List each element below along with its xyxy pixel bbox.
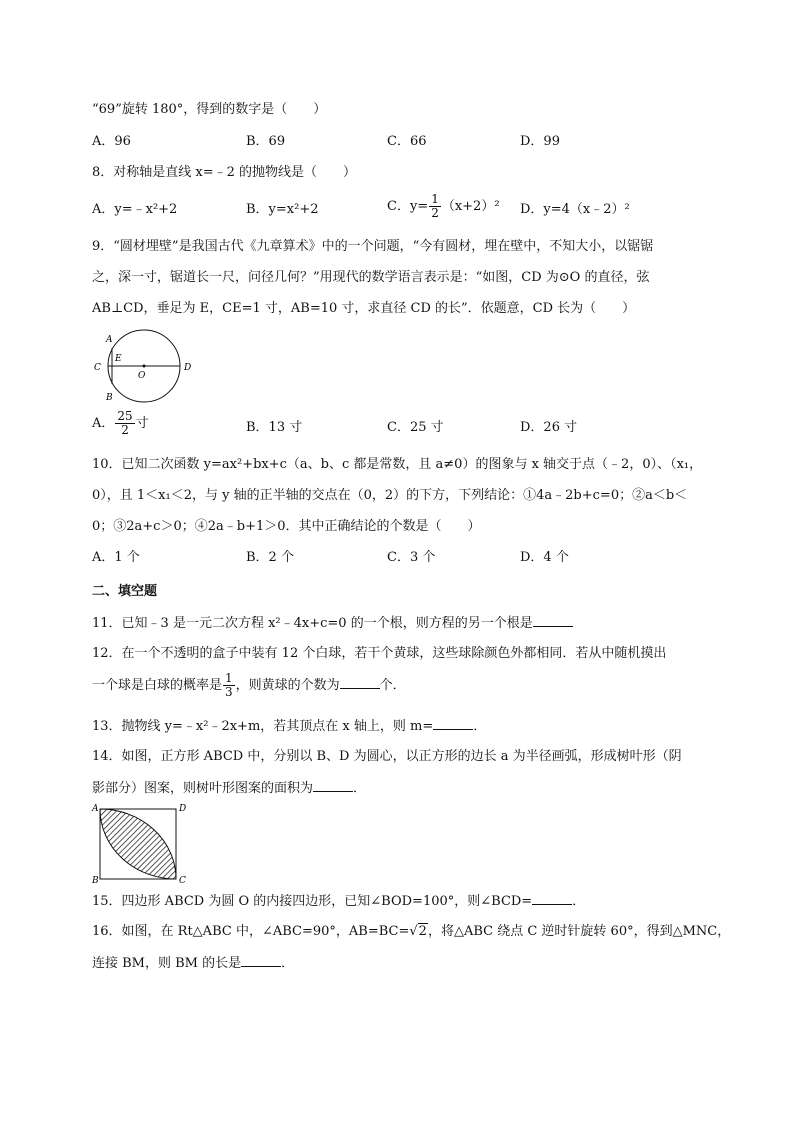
q9-center-o [143, 365, 146, 368]
q16-line-2 [92, 954, 294, 973]
q8-frac-den: 2 [431, 206, 439, 220]
q13-text: 13．抛物线 y=﹣x²﹣2x+m，若其顶点在 x 轴上，则 m= [92, 719, 434, 734]
q16-line-2-pre: 连接 BM，则 BM 的长是 [92, 956, 242, 971]
q7-stem: “69”旋转 180°，得到的数字是（ ） [92, 102, 327, 117]
q13 [92, 717, 486, 736]
q12-line-2-pre: 一个球是白球的概率是 [92, 678, 223, 693]
q10-option-c: C．3 个 [387, 550, 436, 565]
q9-option-a-fraction [115, 410, 134, 437]
q13-end: ． [473, 719, 487, 734]
q9-label-a: A [106, 335, 113, 345]
q14-line-2-pre: 影部分）图案，则树叶形图案的面积为 [92, 781, 314, 796]
q7-option-c: C．66 [387, 134, 427, 149]
q12-line-1: 12．在一个不透明的盒子中装有 12 个白球，若干个黄球，这些球除颜色外都相同．若从中随机摸出 [92, 646, 667, 661]
q9-option-c: C．25 寸 [387, 420, 444, 435]
q16-answer-blank [241, 954, 281, 967]
q8-option-a: A．y=﹣x²+2 [92, 202, 178, 217]
q15-text: 15．四边形 ABCD 为圆 O 的内接四边形，已知∠BOD=100°，则∠BCD= [92, 894, 533, 909]
q8-option-b: B．y=x²+2 [246, 202, 319, 217]
q9-label-b: B [106, 393, 113, 403]
q7-option-b: B．69 [246, 134, 286, 149]
q14-line-1: 14．如图，正方形 ABCD 中，分别以 B、D 为圆心，以正方形的边长 a 为半径画弧，形成树叶形（阴 [92, 749, 682, 764]
q8-option-d: D．y=4（x﹣2）² [520, 202, 630, 217]
q10-option-d: D．4 个 [520, 550, 569, 565]
q11-text: 11．已知﹣3 是一元二次方程 x²﹣4x+c=0 的一个根，则方程的另一个根是 [92, 616, 533, 631]
section-title-fill-in: 二、填空题 [92, 584, 158, 599]
q12-frac-num: 1 [225, 671, 233, 685]
q9-frac-den: 2 [121, 423, 129, 437]
q16-line-1-pre: 16．如图，在 Rt△ABC 中，∠ABC=90°，AB=BC= [92, 924, 410, 939]
q8-stem: 8．对称轴是直线 x=﹣2 的抛物线是（ ） [92, 165, 357, 180]
q9-label-e: E [115, 354, 122, 364]
q14-label-b: B [92, 876, 99, 885]
q10-option-a: A．1 个 [92, 550, 140, 565]
q9-option-a [92, 410, 149, 437]
q9-option-a-label: A． [92, 416, 115, 431]
q16-line-1-post: ，将△ABC 绕点 C 逆时针旋转 60°，得到△MNC， [427, 924, 731, 939]
q15 [92, 892, 585, 911]
q14-square-leaf-figure [90, 803, 190, 885]
q14-line-2 [92, 779, 366, 798]
q7-option-a: A．96 [92, 134, 131, 149]
q11-answer-blank [533, 614, 573, 627]
q15-end: ． [572, 894, 586, 909]
q9-label-c: C [94, 363, 101, 373]
q9-circle-figure [90, 328, 200, 404]
q16-sqrt: √2 [409, 924, 427, 939]
q12-frac-den: 3 [225, 685, 233, 699]
q9-label-d: D [184, 363, 192, 373]
q12-line-2 [92, 672, 406, 699]
q10-option-b: B．2 个 [246, 550, 294, 565]
q8-frac-num: 1 [431, 192, 439, 206]
q10-line-2: 0），且 1＜x₁＜2，与 y 轴的正半轴的交点在（0，2）的下方，下列结论：①4a﹣2b+c=0；②a＜b＜ [92, 488, 688, 503]
q9-label-o: O [138, 371, 146, 381]
q9-option-d: D．26 寸 [520, 420, 578, 435]
q9-option-a-unit: 寸 [135, 416, 149, 431]
q15-answer-blank [532, 892, 572, 905]
q16-sqrt-value: 2 [418, 924, 427, 939]
q10-line-1: 10．已知二次函数 y=ax²+bx+c（a、b、c 都是常数，且 a≠0）的图象与 x 轴交于点（﹣2，0）、（x₁， [92, 457, 703, 472]
q9-line-2: 之，深一寸，锯道长一尺，问径几何？”用现代的数学语言表示是：“如图，CD 为⊙O 的直径，弦 [92, 270, 650, 285]
q8-option-c-tail: （x+2）² [441, 199, 500, 214]
q16-line-1 [92, 923, 730, 941]
q14-label-c: C [179, 876, 186, 885]
q9-line-3: AB⊥CD，垂足为 E，CE=1 寸，AB=10 寸，求直径 CD 的长”．依题意，CD 长为（ ） [92, 301, 636, 316]
q8-option-c-fraction [429, 193, 441, 220]
q14-label-d: D [179, 804, 187, 814]
q14-end: ． [353, 781, 367, 796]
q16-end: ． [281, 956, 295, 971]
q11 [92, 614, 573, 633]
q9-frac-num: 25 [117, 409, 133, 423]
q9-option-b: B．13 寸 [246, 420, 303, 435]
q12-line-2-end: 个． [379, 678, 406, 693]
q8-option-c [387, 193, 500, 220]
q14-label-a: A [92, 804, 99, 814]
q7-option-d: D．99 [520, 134, 560, 149]
q8-option-c-label: C．y= [387, 199, 429, 214]
q10-line-3: 0；③2a+c＞0；④2a﹣b+1＞0．其中正确结论的个数是（ ） [92, 519, 481, 534]
q13-answer-blank [433, 717, 473, 730]
q14-leaf-shape [100, 809, 176, 879]
q12-line-2-post: ，则黄球的个数为 [235, 678, 340, 693]
q9-line-1: 9．“圆材埋壁”是我国古代《九章算术》中的一个问题，“今有圆材，埋在壁中，不知大小，以锯锯 [92, 239, 654, 254]
q12-answer-blank [340, 676, 380, 689]
q12-fraction [223, 672, 235, 699]
q14-answer-blank [313, 779, 353, 792]
